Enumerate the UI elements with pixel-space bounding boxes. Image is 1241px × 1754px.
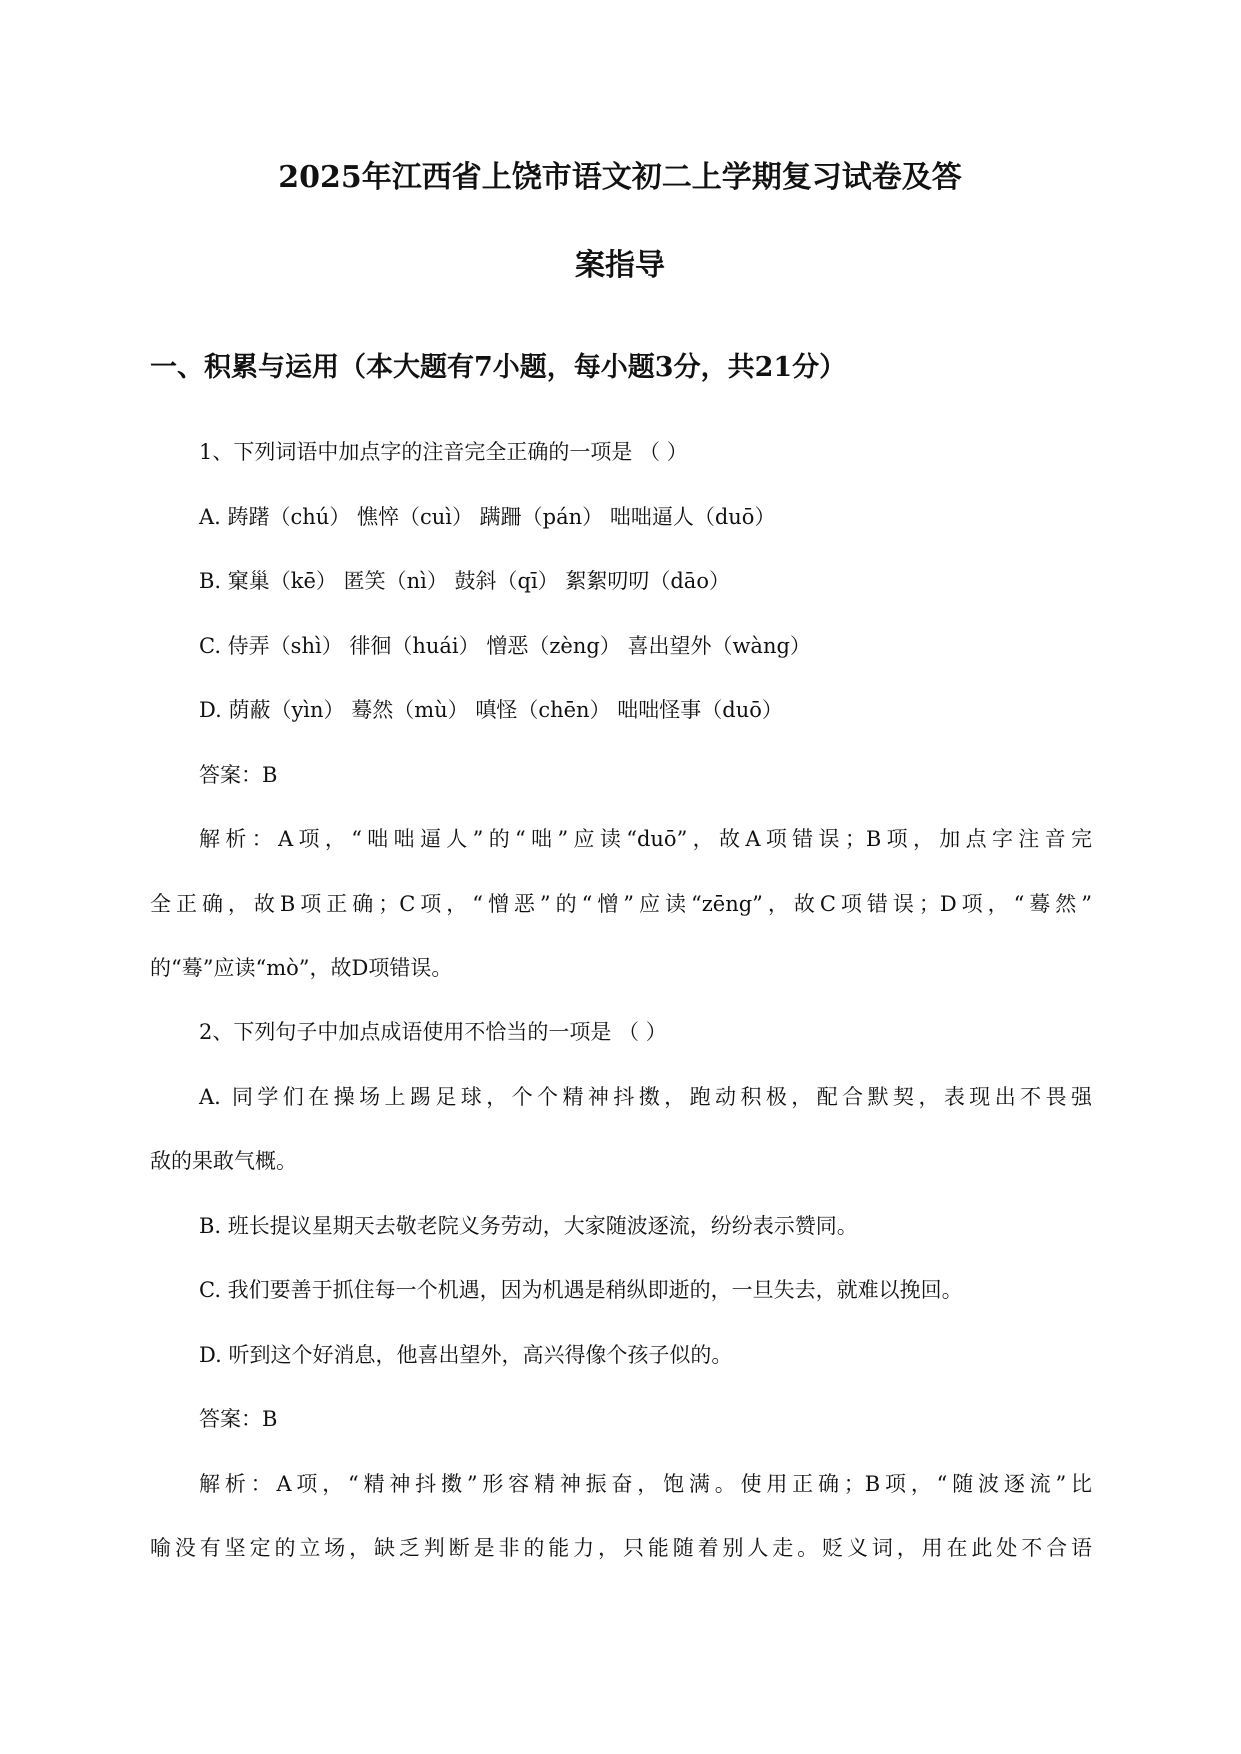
question-1 [150,420,1092,1001]
question-2-option-d: D. 听到这个好消息，他喜出望外，高兴得像个孩子似的。 [199,1342,733,1367]
question-2 [150,1000,1092,1581]
document-title-line-1: 2025年江西省上饶市语文初二上学期复习试卷及答 [278,160,962,195]
question-2-option-c: C. 我们要善于抓住每一个机遇，因为机遇是稍纵即逝的，一旦失去，就难以挽回。 [199,1278,963,1302]
question-2-option-b: B. 班长提议星期天去敬老院义务劳动，大家随波逐流，纷纷表示赞同。 [199,1213,858,1238]
question-1-option-c: C. 侍弄（shì） 徘徊（huái） 憎恶（zèng） 喜出望外（wàng） [199,633,811,658]
question-2-analysis-line-1: 解析：A项，“精神抖擞”形容精神振奋，饱满。使用正确；B项，“随波逐流”比 [199,1471,1092,1496]
question-1-answer: 答案：B [199,762,278,787]
document-title-line-2: 案指导 [575,248,665,283]
question-2-option-a-line-2: 敌的果敢气概。 [150,1149,297,1173]
question-1-option-b: B. 窠巢（kē） 匿笑（nì） 鼓斜（qī） 絮絮叨叨（dāo） [199,569,730,593]
question-2-answer: 答案：B [199,1407,278,1431]
question-1-analysis-line-1: 解析：A项，“咄咄逼人”的“咄”应读“duō”，故A项错误；B项，加点字注音完 [199,827,1092,851]
question-1-analysis-line-3: 的“蓦”应读“mò”，故D项错误。 [150,956,453,980]
section-heading: 一、积累与运用（本大题有7小题，每小题3分，共21分） [150,352,847,383]
question-1-stem: 1、下列词语中加点字的注音完全正确的一项是 （ ） [199,440,688,464]
question-2-analysis-line-2: 喻没有坚定的立场，缺乏判断是非的能力，只能随着别人走。贬义词，用在此处不合语 [150,1536,1092,1560]
question-1-option-d: D. 荫蔽（yìn） 蓦然（mù） 嗔怪（chēn） 咄咄怪事（duō） [199,698,783,722]
question-1-analysis-line-2: 全正确，故B项正确；C项，“憎恶”的“憎”应读“zēng”，故C项错误；D项，“蓦然” [150,891,1092,916]
question-2-stem: 2、下列句子中加点成语使用不恰当的一项是 （ ） [199,1020,667,1044]
question-1-option-a: A. 踌躇（chú） 憔悴（cuì） 蹒跚（pán） 咄咄逼人（duō） [199,504,776,529]
question-2-option-a-line-1: A. 同学们在操场上踢足球，个个精神抖擞，跑动积极，配合默契，表现出不畏强 [199,1084,1092,1109]
